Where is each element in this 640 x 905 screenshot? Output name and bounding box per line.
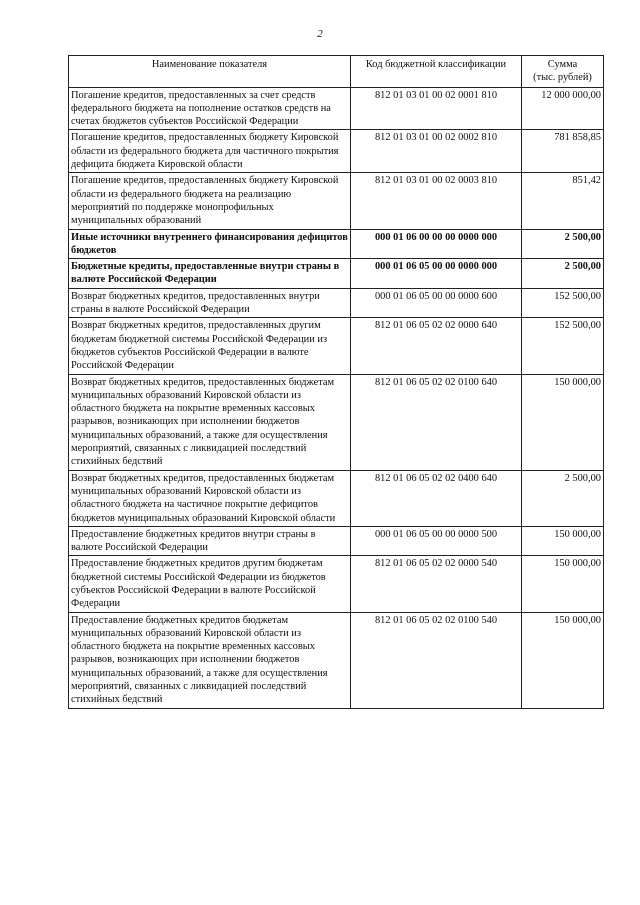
header-code: Код бюджетной классификации [351, 56, 522, 88]
row-code-cell: 812 01 06 05 02 02 0100 540 [351, 612, 522, 708]
row-code-cell: 000 01 06 05 00 00 0000 500 [351, 526, 522, 556]
table-row [69, 130, 604, 173]
row-name-cell: Возврат бюджетных кредитов, предоставленных внутри страны в валюте Российской Федерации [69, 288, 351, 318]
row-sum-cell: 150 000,00 [522, 526, 604, 556]
row-code-cell: 812 01 03 01 00 02 0001 810 [351, 87, 522, 130]
row-code-cell: 000 01 06 00 00 00 0000 000 [351, 229, 522, 259]
row-code-cell: 812 01 03 01 00 02 0002 810 [351, 130, 522, 173]
row-sum-cell: 781 858,85 [522, 130, 604, 173]
row-code-cell: 812 01 06 05 02 02 0400 640 [351, 470, 522, 526]
row-name-cell: Возврат бюджетных кредитов, предоставленных бюджетам муниципальных образований Кировской области из областного бюджета на покрытие временных кассовых разрывов, возникающих при исполнении бюджетов муниципальных образований, а также для осуществления мероприятий, связанных с ликвидацией последствий стихийных бедствий [69, 374, 351, 470]
row-sum-cell: 851,42 [522, 173, 604, 229]
row-sum-cell: 2 500,00 [522, 229, 604, 259]
table-row [69, 259, 604, 289]
row-name-cell: Иные источники внутреннего финансирования дефицитов бюджетов [69, 229, 351, 259]
table-row [69, 288, 604, 318]
row-name-cell: Погашение кредитов, предоставленных бюджету Кировской области из федерального бюджета для частичного покрытия дефицита бюджета Кировской области [69, 130, 351, 173]
table-row [69, 470, 604, 526]
row-sum-cell: 150 000,00 [522, 612, 604, 708]
table-row [69, 374, 604, 470]
row-sum-cell: 152 500,00 [522, 318, 604, 374]
row-code-cell: 812 01 06 05 02 02 0000 640 [351, 318, 522, 374]
row-code-cell: 812 01 03 01 00 02 0003 810 [351, 173, 522, 229]
header-name: Наименование показателя [69, 56, 351, 88]
row-name-cell: Предоставление бюджетных кредитов бюджетам муниципальных образований Кировской области из областного бюджета на покрытие временных кассовых разрывов, возникающих при исполнении бюджетов муниципальных образований, а также для осуществления мероприятий, связанных с ликвидацией последствий стихийных бедствий [69, 612, 351, 708]
header-sum-title: Сумма [547, 59, 578, 70]
row-code-cell: 000 01 06 05 00 00 0000 000 [351, 259, 522, 289]
row-code-cell: 000 01 06 05 00 00 0000 600 [351, 288, 522, 318]
table-row [69, 526, 604, 556]
row-sum-cell: 2 500,00 [522, 259, 604, 289]
row-name-cell: Предоставление бюджетных кредитов внутри страны в валюте Российской Федерации [69, 526, 351, 556]
row-sum-cell: 152 500,00 [522, 288, 604, 318]
row-code-cell: 812 01 06 05 02 02 0100 640 [351, 374, 522, 470]
row-name-cell: Погашение кредитов, предоставленных за счет средств федерального бюджета на пополнение остатков средств на счетах бюджетов субъектов Российской Федерации [69, 87, 351, 130]
table-row [69, 318, 604, 374]
table-row [69, 556, 604, 612]
page-number: 2 [317, 28, 323, 40]
row-code-cell: 812 01 06 05 02 02 0000 540 [351, 556, 522, 612]
budget-sources-table [68, 55, 604, 709]
header-sum-unit: (тыс. рублей) [533, 72, 592, 84]
row-sum-cell: 150 000,00 [522, 374, 604, 470]
row-name-cell: Возврат бюджетных кредитов, предоставленных бюджетам муниципальных образований Кировской области из областного бюджета на частичное покрытие дефицитов бюджетов муниципальных образований Кировской области [69, 470, 351, 526]
table-row [69, 229, 604, 259]
row-name-cell: Бюджетные кредиты, предоставленные внутри страны в валюте Российской Федерации [69, 259, 351, 289]
table-row [69, 87, 604, 130]
row-name-cell: Погашение кредитов, предоставленных бюджету Кировской области из федерального бюджета на реализацию мероприятий по поддержке монопрофильных муниципальных образований [69, 173, 351, 229]
row-sum-cell: 2 500,00 [522, 470, 604, 526]
row-sum-cell: 12 000 000,00 [522, 87, 604, 130]
table-header-row [69, 56, 604, 88]
table-row [69, 173, 604, 229]
table-row [69, 612, 604, 708]
header-sum [522, 56, 604, 88]
row-name-cell: Возврат бюджетных кредитов, предоставленных другим бюджетам бюджетной системы Российской Федерации из бюджетов субъектов Российской Федерации в валюте Российской Федерации [69, 318, 351, 374]
row-name-cell: Предоставление бюджетных кредитов другим бюджетам бюджетной системы Российской Федерации из бюджетов субъектов Российской Федерации в валюте Российской Федерации [69, 556, 351, 612]
row-sum-cell: 150 000,00 [522, 556, 604, 612]
